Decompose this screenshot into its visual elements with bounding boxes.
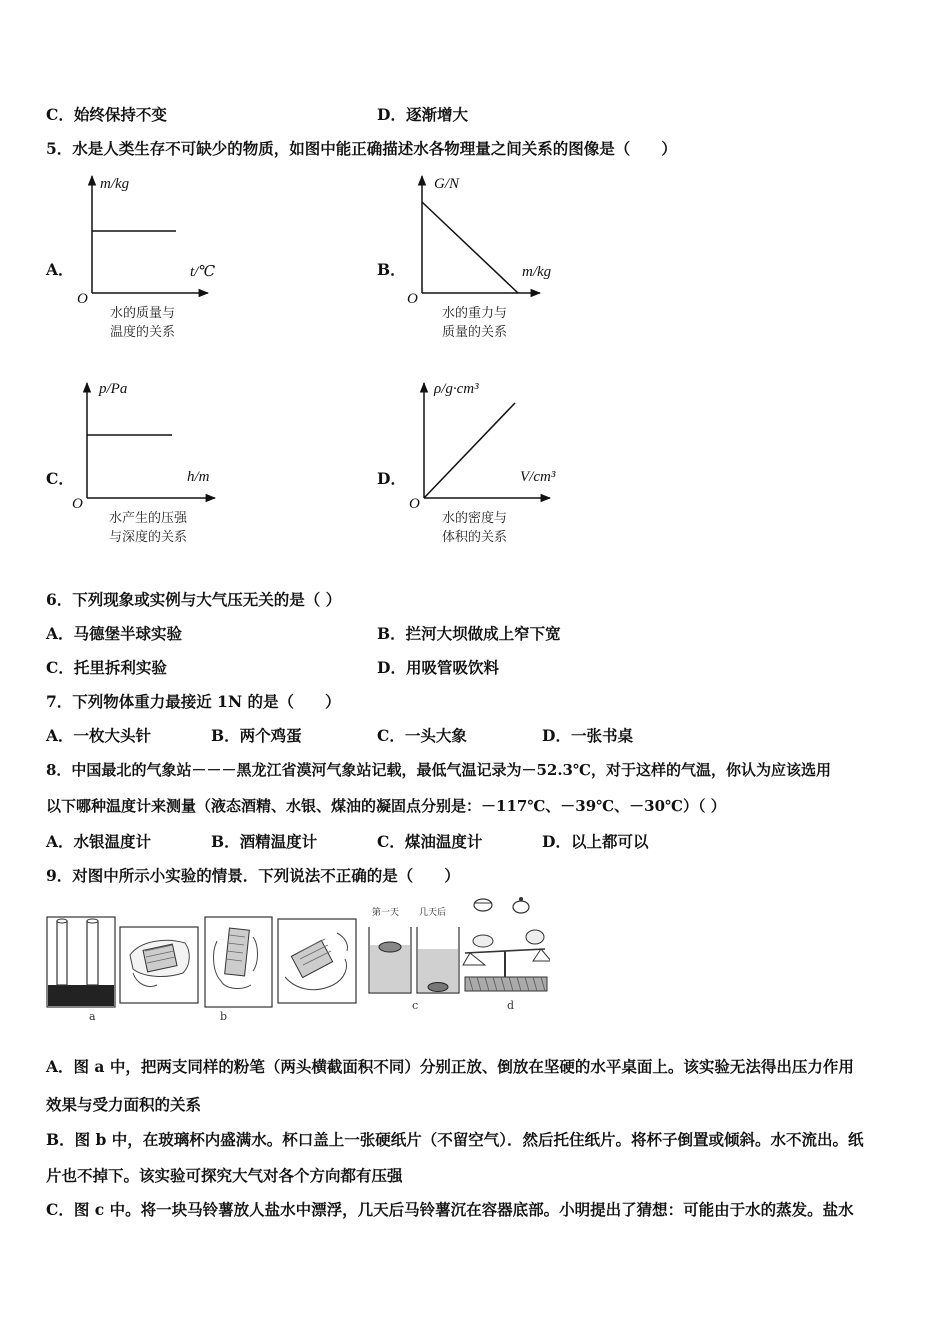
graph-a-xlabel: t/℃ <box>190 264 216 280</box>
q8-stem-line2: 以下哪种温度计来测量（液态酒精、水银、煤油的凝固点分别是：－117℃、－39℃、－30℃）（ ） <box>46 797 726 815</box>
q9-option-b-line1: B．图 b 中，在玻璃杯内盛满水。杯口盖上一张硬纸片（不留空气）．然后托住纸片。将杯子倒置或倾斜。水不流出。纸 <box>46 1130 864 1149</box>
figure-label-b: b <box>220 1010 228 1023</box>
q8-option-c: C．煤油温度计 <box>377 832 483 851</box>
figure-panel-b1 <box>120 927 198 1003</box>
figure-panel-c <box>369 906 459 1012</box>
q6-option-c: C．托里拆利实验 <box>46 658 167 677</box>
q7-option-d: D．一张书桌 <box>542 726 633 745</box>
figure-label-day1: 第一天 <box>372 908 400 918</box>
figure-panel-d <box>463 897 550 1012</box>
q9-stem: 9．对图中所示小实验的情景．下列说法不正确的是（ ） <box>46 866 460 885</box>
graph-a-caption-2: 温度的关系 <box>110 324 176 339</box>
graph-b-origin: O <box>407 291 418 307</box>
figure-panel-b3 <box>278 919 356 1003</box>
q8-option-d: D．以上都可以 <box>542 832 649 851</box>
figure-label-d: d <box>507 999 515 1012</box>
graph-d-plot-line <box>424 403 515 498</box>
q5-option-b-letter: B． <box>377 260 406 279</box>
q9-option-c-line1: C．图 c 中。将一块马铃薯放人盐水中漂浮，几天后马铃薯沉在容器底部。小明提出了猜想：可能由于水的蒸发。盐水 <box>46 1200 854 1219</box>
q9-option-a-line1: A．图 a 中，把两支同样的粉笔（两头横截面积不同）分别正放、倒放在坚硬的水平桌面上。该实验无法得出压力作用 <box>46 1057 854 1076</box>
graph-d-caption-1: 水的密度与 <box>442 510 508 525</box>
q4-option-d: D．逐渐增大 <box>377 105 468 124</box>
graph-d-xlabel: V/cm³ <box>520 469 556 485</box>
graph-a <box>70 170 240 349</box>
graph-b-caption-1: 水的重力与 <box>442 305 508 320</box>
graph-b-ylabel: G/N <box>434 176 460 192</box>
q7-option-c: C．一头大象 <box>377 726 467 745</box>
graph-c-caption-2: 与深度的关系 <box>109 529 188 544</box>
graph-a-origin: O <box>77 291 88 307</box>
q8-option-b: B．酒精温度计 <box>211 832 318 851</box>
graph-b <box>400 170 580 349</box>
graph-d-ylabel: ρ/g·cm³ <box>434 381 479 397</box>
graph-b-plot-line <box>422 202 518 293</box>
q4-option-c: C．始终保持不变 <box>46 105 167 124</box>
graph-c-origin: O <box>72 496 83 512</box>
q6-option-d: D．用吸管吸饮料 <box>377 658 499 677</box>
graph-c <box>65 377 240 556</box>
graph-c-ylabel: p/Pa <box>99 381 128 397</box>
graph-b-xlabel: m/kg <box>522 264 552 280</box>
graph-b-caption-2: 质量的关系 <box>442 324 508 339</box>
q5-option-c-letter: C． <box>46 469 74 488</box>
figure-panel-a <box>47 917 115 1023</box>
q9-option-a-line2: 效果与受力面积的关系 <box>46 1095 202 1114</box>
q7-option-a: A．一枚大头针 <box>46 726 152 745</box>
graph-a-ylabel: m/kg <box>100 176 130 192</box>
q5-stem: 5．水是人类生存不可缺少的物质，如图中能正确描述水各物理量之间关系的图像是（ ） <box>46 139 677 158</box>
figure-label-c: c <box>412 999 419 1012</box>
q9-figure <box>45 893 550 1025</box>
graph-d-origin: O <box>409 496 420 512</box>
graph-c-xlabel: h/m <box>187 469 210 485</box>
q6-option-b: B．拦河大坝做成上窄下宽 <box>377 624 561 643</box>
q7-option-b: B．两个鸡蛋 <box>211 726 302 745</box>
q9-option-b-line2: 片也不掉下。该实验可探究大气对各个方向都有压强 <box>46 1166 403 1185</box>
q5-option-d-letter: D． <box>377 469 406 488</box>
graph-c-caption-1: 水产生的压强 <box>109 510 188 525</box>
graph-a-caption-1: 水的质量与 <box>110 305 176 320</box>
q6-stem: 6．下列现象或实例与大气压无关的是（ ） <box>46 590 342 609</box>
q6-option-a: A．马德堡半球实验 <box>46 624 183 643</box>
figure-label-days-later: 几天后 <box>419 908 447 918</box>
figure-label-a: a <box>89 1010 96 1023</box>
q7-stem: 7．下列物体重力最接近 1N 的是（ ） <box>46 692 341 711</box>
graph-d <box>402 377 592 556</box>
q5-option-a-letter: A． <box>46 260 74 279</box>
q8-stem-line1: 8．中国最北的气象站－－－黑龙江省漠河气象站记载，最低气温记录为－52.3℃，对于这样的气温，你认为应该选用 <box>46 761 831 779</box>
graph-d-caption-2: 体积的关系 <box>442 529 508 544</box>
q8-option-a: A．水银温度计 <box>46 832 152 851</box>
figure-panel-b2 <box>205 917 272 1023</box>
